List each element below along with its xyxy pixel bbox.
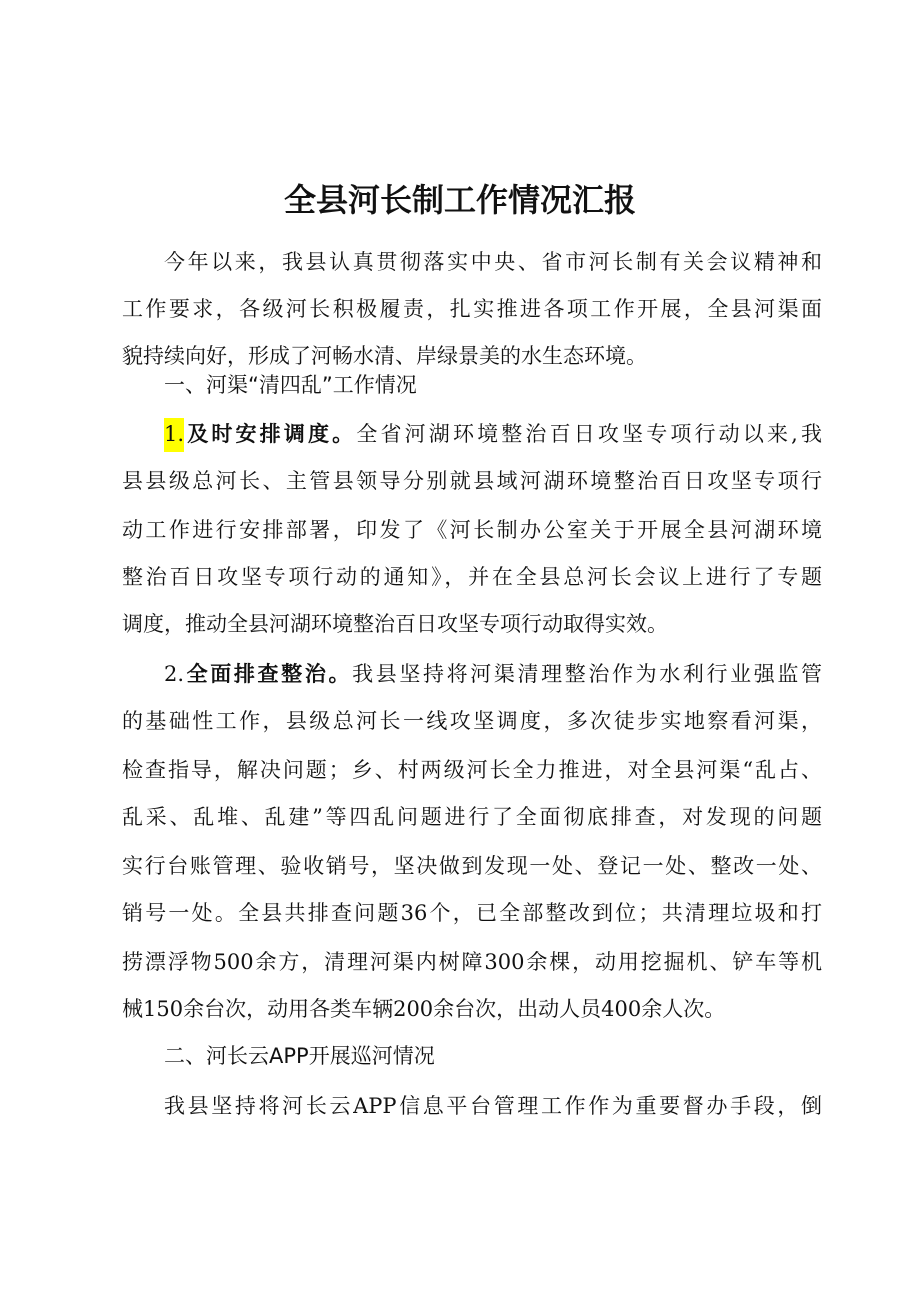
document-title: 全县河长制工作情况汇报: [283, 181, 636, 219]
section2-line-1: 我县坚持将河长云APP信息平台管理工作作为重要督办手段，倒: [164, 1094, 822, 1118]
item1-number: 1.: [164, 418, 184, 452]
item2-first-line: [122, 650, 822, 698]
intro-line-1: 今年以来，我县认真贯彻落实中央、省市河长制有关会议精神和: [164, 250, 822, 274]
item1-line-4: 整治百日攻坚专项行动的通知》，并在全县总河长会议上进行了专题: [122, 565, 822, 589]
intro-line-3: 貌持续向好，形成了河畅水清、岸绿景美的水生态环境。: [122, 344, 647, 368]
item1-line-5: 调度，推动全县河湖环境整治百日攻坚专项行动取得实效。: [122, 612, 668, 636]
intro-line-2: 工作要求，各级河长积极履责，扎实推进各项工作开展，全县河渠面: [122, 297, 822, 321]
item1-line-3: 动工作进行安排部署，印发了《河长制办公室关于开展全县河湖环境: [122, 518, 822, 542]
item2-line-8: 械150余台次，动用各类车辆200余台次，出动人员400余人次。: [122, 997, 726, 1021]
section2-heading: 二、河长云APP开展巡河情况: [164, 1044, 435, 1068]
item2-line-6: 销号一处。全县共排查问题36个，已全部整改到位；共清理垃圾和打: [122, 901, 822, 925]
item2-number: 2.: [164, 662, 185, 686]
item1-lead: 及时安排调度。: [184, 422, 357, 446]
item2-line-3: 检查指导，解决问题；乡、村两级河长全力推进，对全县河渠“乱占、: [122, 758, 822, 782]
item2-line-4: 乱采、乱堆、乱建”等四乱问题进行了全面彻底排查，对发现的问题: [122, 805, 822, 829]
item2-line-7: 捞漂浮物500余方，清理河渠内树障300余棵，动用挖掘机、铲车等机: [122, 950, 822, 974]
item2-lead: 全面排查整治。: [184, 662, 353, 686]
section1-heading: 一、河渠“清四乱”工作情况: [164, 373, 417, 397]
item1-line-2: 县县级总河长、主管县领导分别就县域河湖环境整治百日攻坚专项行: [122, 469, 822, 493]
item2-first-line-rest: 我县坚持将河渠清理整治作为水利行业强监管: [352, 662, 822, 686]
item2-line-2: 的基础性工作，县级总河长一线攻坚调度，多次徒步实地察看河渠，: [122, 709, 822, 733]
item1-first-line-rest: 全省河湖环境整治百日攻坚专项行动以来,我: [356, 422, 822, 446]
item2-line-5: 实行台账管理、验收销号，坚决做到发现一处、登记一处、整改一处、: [122, 854, 822, 878]
item1-first-line: [122, 410, 822, 458]
